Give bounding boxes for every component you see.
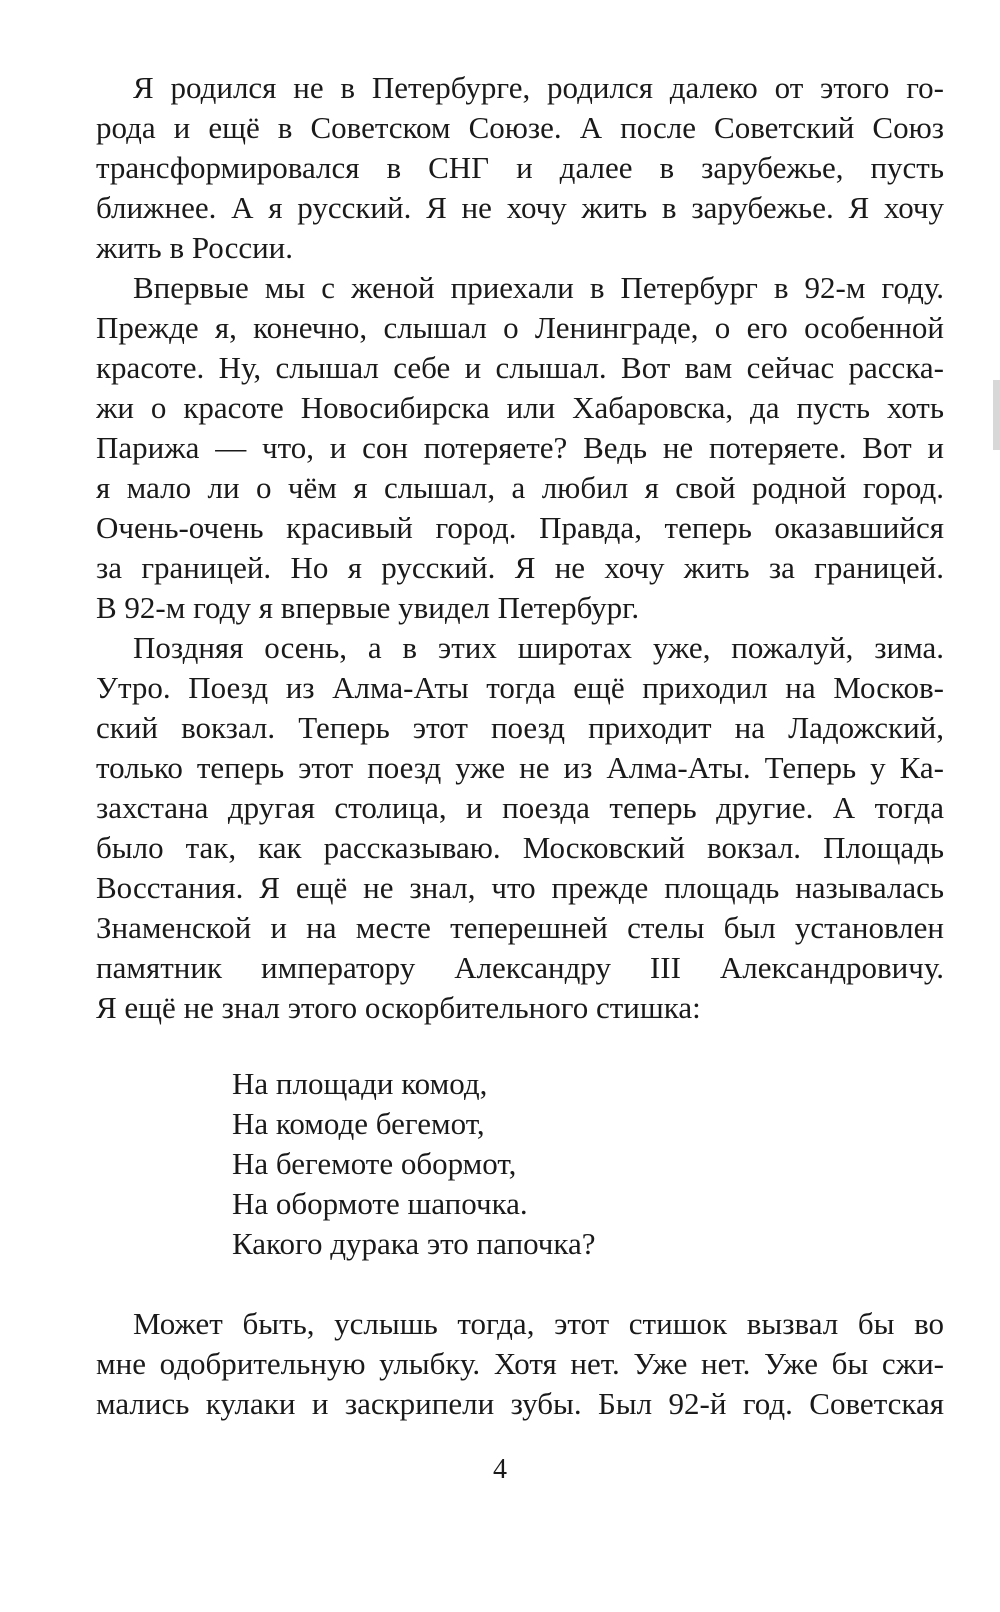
page-edge-shadow — [993, 380, 1000, 450]
text-line: Знаменской и на месте теперешней стелы был установлен — [96, 910, 944, 945]
text-line: Поздняя осень, а в этих широтах уже, пожалуй, зима. — [133, 630, 944, 665]
text-line: ближнее. А я русский. Я не хочу жить в зарубежье. Я хочу — [96, 190, 944, 225]
text-line: Может быть, услышь тогда, этот стишок вызвал бы во — [133, 1306, 944, 1341]
text-line: Я ещё не знал этого оскорбительного стишка: — [96, 990, 701, 1025]
verse-block — [232, 1064, 832, 1264]
text-line: памятник императору Александру III Александровичу. — [96, 950, 944, 985]
text-line: Парижа — что, и сон потеряете? Ведь не потеряете. Вот и — [96, 430, 944, 465]
closing-paragraph — [96, 1304, 944, 1424]
verse-line: На бегемоте обормот, — [232, 1146, 517, 1181]
text-line: я мало ли о чём я слышал, а любил я свой родной город. — [96, 470, 944, 505]
text-line: только теперь этот поезд уже не из Алма-Аты. Теперь у Ка- — [96, 750, 944, 785]
text-line: мне одобрительную улыбку. Хотя нет. Уже нет. Уже бы сжи- — [96, 1346, 944, 1381]
text-line: жить в России. — [96, 230, 294, 265]
page-number: 4 — [493, 1454, 507, 1485]
verse-line: На площади комод, — [232, 1066, 488, 1101]
verse-line: На обормоте шапочка. — [232, 1186, 528, 1221]
text-line: Я родился не в Петербурге, родился далеко от этого го- — [133, 70, 944, 105]
text-line: Восстания. Я ещё не знал, что прежде площадь называлась — [96, 870, 944, 905]
text-line: Впервые мы с женой приехали в Петербург в 92-м году. — [133, 270, 944, 305]
text-line: за границей. Но я русский. Я не хочу жить за границей. — [96, 550, 944, 585]
text-line: Очень-очень красивый город. Правда, теперь оказавшийся — [96, 510, 944, 545]
text-line: Прежде я, конечно, слышал о Ленинграде, о его особенной — [96, 310, 944, 345]
text-line: захстана другая столица, и поезда теперь другие. А тогда — [96, 790, 944, 825]
text-line: Утро. Поезд из Алма-Аты тогда ещё приходил на Москов- — [96, 670, 944, 705]
text-line: красоте. Ну, слышал себе и слышал. Вот вам сейчас расска- — [96, 350, 944, 385]
text-line: трансформировался в СНГ и далее в зарубежье, пусть — [96, 150, 944, 185]
text-line: рода и ещё в Советском Союзе. А после Советский Союз — [96, 110, 944, 145]
text-line: жи о красоте Новосибирска или Хабаровска, да пусть хоть — [96, 390, 944, 425]
text-line: было так, как рассказываю. Московский вокзал. Площадь — [96, 830, 944, 865]
text-line: В 92-м году я впервые увидел Петербург. — [96, 590, 640, 625]
verse-line: На комоде бегемот, — [232, 1106, 485, 1141]
text-line: ский вокзал. Теперь этот поезд приходит на Ладожский, — [96, 710, 944, 745]
body-text — [96, 68, 944, 1028]
verse-line: Какого дурака это папочка? — [232, 1226, 596, 1261]
text-line: мались кулаки и заскрипели зубы. Был 92-й год. Советская — [96, 1386, 944, 1421]
